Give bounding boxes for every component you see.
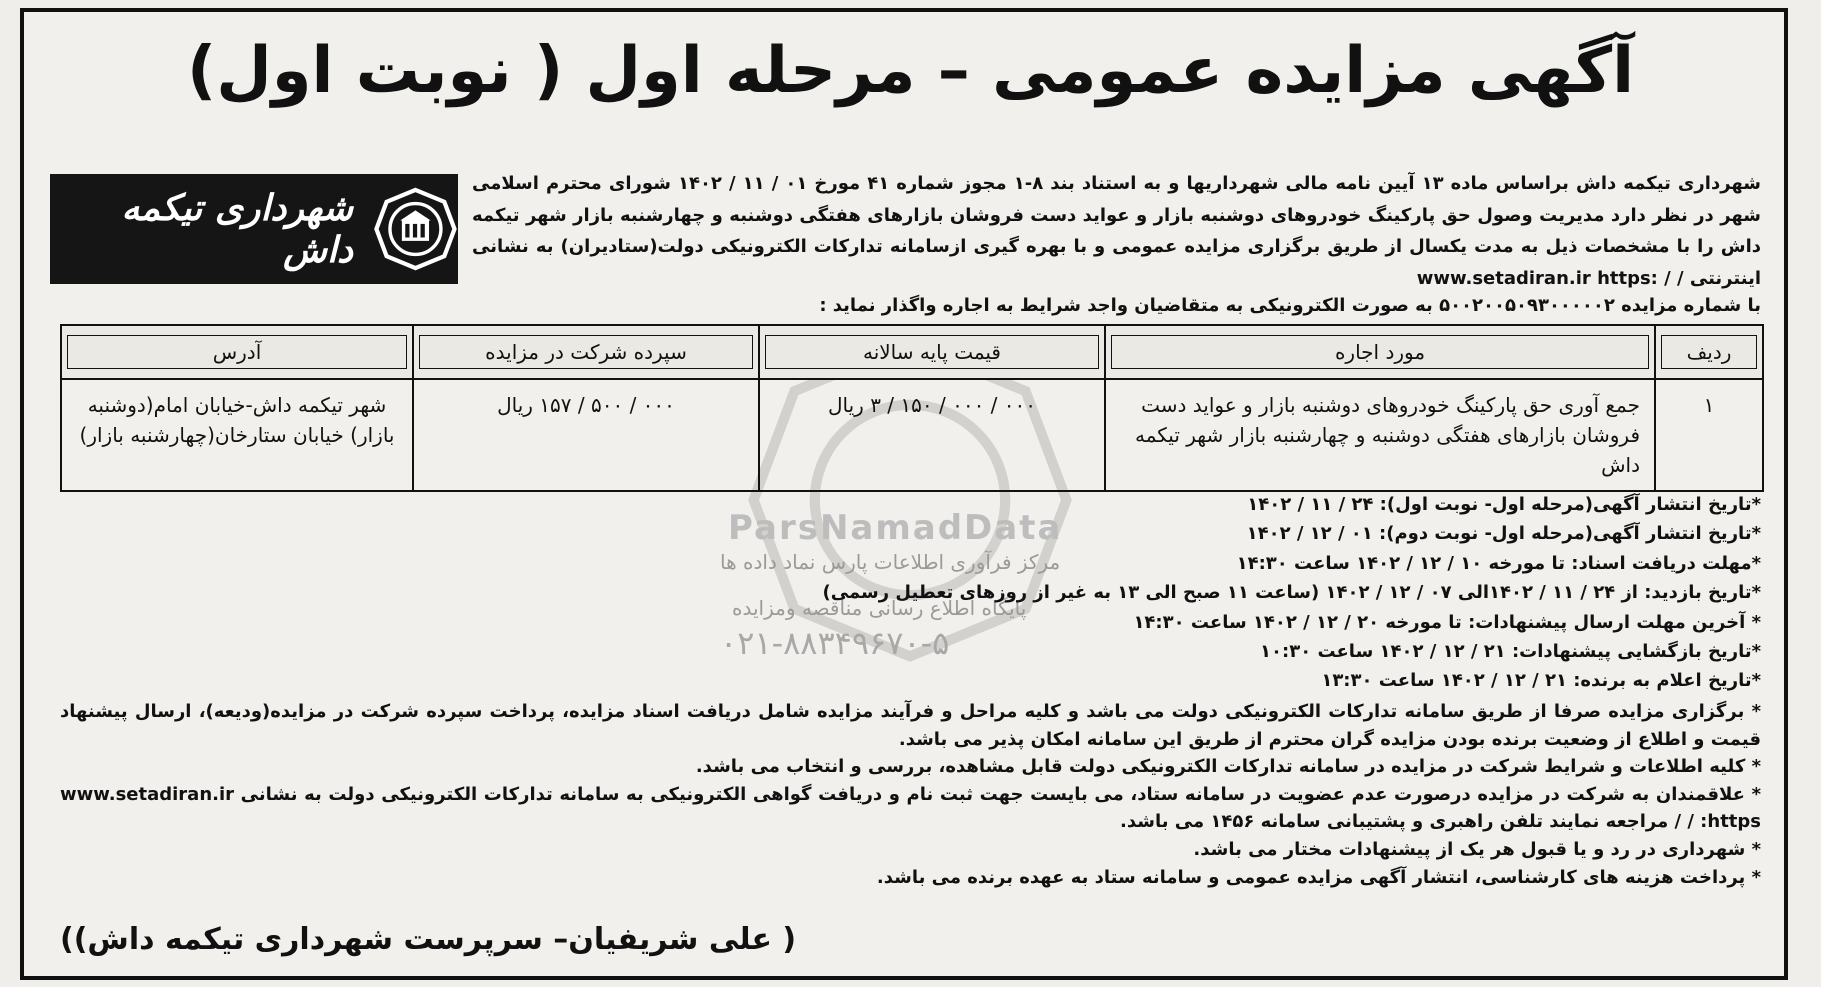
table-header-row (61, 325, 1763, 379)
header-item: مورد اجاره (1105, 325, 1655, 379)
header-deposit: سپرده شرکت در مزایده (413, 325, 759, 379)
schedule-item: *مهلت دریافت اسناد: تا مورخه ۱۰ / ۱۲ / ۱۴۰۲ ساعت ۱۴:۳۰ (1236, 552, 1761, 574)
note-item: * برگزاری مزایده صرفا از طریق سامانه تدارکات الکترونیکی دولت می باشد و کلیه مراحل و فرآیند مزایده شامل دریافت اسناد مزایده، پرداخت سپرده شرکت در مزایده(ودیعه)، ارسال پیشنهاد قیمت و اطلاع از وضعیت برنده بودن مزایده گران محترم از طریق این سامانه امکان پذیر می باشد. (60, 701, 1761, 750)
notes-list (60, 698, 1761, 891)
municipality-emblem-icon (373, 185, 458, 273)
note-item: * پرداخت هزینه های کارشناسی، انتشار آگهی مزایده عمومی و سامانه ستاد به عهده برنده می باشد. (876, 866, 1761, 888)
schedule-list (823, 490, 1761, 696)
schedule-item: *تاریخ اعلام به برنده: ۲۱ / ۱۲ / ۱۴۰۲ ساعت ۱۳:۳۰ (1321, 670, 1761, 692)
setadiran-url[interactable]: www.setadiran.ir (1416, 267, 1591, 289)
signature: ( علی شریفیان– سرپرست شهرداری تیکمه داش)) (60, 922, 797, 957)
row-item: جمع آوری حق پارکینگ خودروهای دوشنبه بازار و عواید دست فروشان بازارهای هفتگی دوشنبه و چهارشنبه بازار شهر تیکمه داش (1105, 379, 1655, 491)
intro-tail: با شماره مزایده ۵۰۰۲۰۰۵۰۹۳۰۰۰۰۰۲ به صورت الکترونیکی به متقاضیان واجد شرایط به اجاره واگذار نماید : (819, 295, 1761, 316)
header-address: آدرس (61, 325, 413, 379)
schedule-item: *تاریخ انتشار آگهی(مرحله اول- نوبت اول): ۲۴ / ۱۱ / ۱۴۰۲ (1247, 494, 1761, 515)
lease-table (60, 324, 1764, 492)
notice-title: آگهی مزایده عمومی – مرحله اول ( نوبت اول) (186, 34, 1635, 108)
logo-text: شهرداری تیکمه داش (121, 187, 354, 271)
row-address: شهر تیکمه داش-خیابان امام(دوشنبه بازار) خیابان ستارخان(چهارشنبه بازار) (61, 379, 413, 491)
intro-body: شهرداری تیکمه داش براساس ماده ۱۳ آیین نامه مالی شهرداریها و به استناد بند ۸-۱ مجوز شماره ۴۱ مورخ ۰۱ / ۱۱ / ۱۴۰۲ شورای محترم اسلامی شهر در نظر دارد مدیریت وصول حق پارکینگ خودروهای دوشنبه بازار و عواید دست فروشان بازارهای هفتگی دوشنبه و چهارشنبه بازار شهر تیکمه داش را با مشخصات ذیل به مدت یکسال از طریق برگزاری مزایده عمومی و با بهره گیری ازسامانه تدارکات الکترونیکی دولت(ستادیران) به نشانی اینترنتی (472, 173, 1761, 289)
intro-paragraph (472, 168, 1761, 294)
schedule-item: *تاریخ بازدید: از ۲۴ / ۱۱ / ۱۴۰۲الی ۰۷ / ۱۲ / ۱۴۰۲ (ساعت ۱۱ صبح الی ۱۳ به غیر از روزهای تعطیل رسمی) (822, 582, 1761, 604)
header-base-price: قیمت پایه سالانه (759, 325, 1105, 379)
watermark-brand: ParsNamadData (728, 508, 1063, 548)
schedule-item: *تاریخ بازگشایی پیشنهادات: ۲۱ / ۱۲ / ۱۴۰۲ ساعت ۱۰:۳۰ (1260, 641, 1761, 663)
row-index: ۱ (1655, 379, 1763, 491)
municipality-logo (50, 174, 458, 284)
note-item: * شهرداری در رد و یا قبول هر یک از پیشنهادات مختار می باشد. (1193, 838, 1761, 860)
watermark-phone: ۰۲۱-۸۸۳۴۹۶۷۰-۵ (720, 624, 950, 662)
note-item: * علاقمندان به شرکت در مزایده درصورت عدم عضویت در سامانه ستاد، می بایست جهت ثبت نام و دریافت گواهی الکترونیکی به سامانه تدارکات الکترونیکی دولت به نشانی www.setadiran.ir https: / / مراجعه نمایند تلفن راهبری و پشتیبانی سامانه ۱۴۵۶ می باشد. (60, 783, 1761, 833)
row-base-price: ۰۰۰ / ۰۰۰ / ۱۵۰ / ۳ ریال (759, 379, 1105, 491)
table-row (61, 379, 1763, 491)
watermark-line1: مرکز فرآوری اطلاعات پارس نماد داده ها (720, 550, 1061, 574)
schedule-item: * آخرین مهلت ارسال پیشنهادات: تا مورخه ۲۰ / ۱۲ / ۱۴۰۲ ساعت ۱۴:۳۰ (1133, 611, 1761, 633)
header-index: ردیف (1655, 325, 1763, 379)
schedule-item: *تاریخ انتشار آگهی(مرحله اول- نوبت دوم): ۰۱ / ۱۲ / ۱۴۰۲ (1246, 523, 1761, 545)
note-item: * کلیه اطلاعات و شرایط شرکت در مزایده در سامانه تدارکات الکترونیکی دولت قابل مشاهده، بررسی و انتخاب می باشد. (695, 756, 1761, 778)
url-prefix: https: / / (1597, 267, 1684, 289)
row-deposit: ۰۰۰ / ۵۰۰ / ۱۵۷ ریال (413, 379, 759, 491)
watermark-line2: پایگاه اطلاع رسانی مناقصه ومزایده (732, 596, 1027, 620)
